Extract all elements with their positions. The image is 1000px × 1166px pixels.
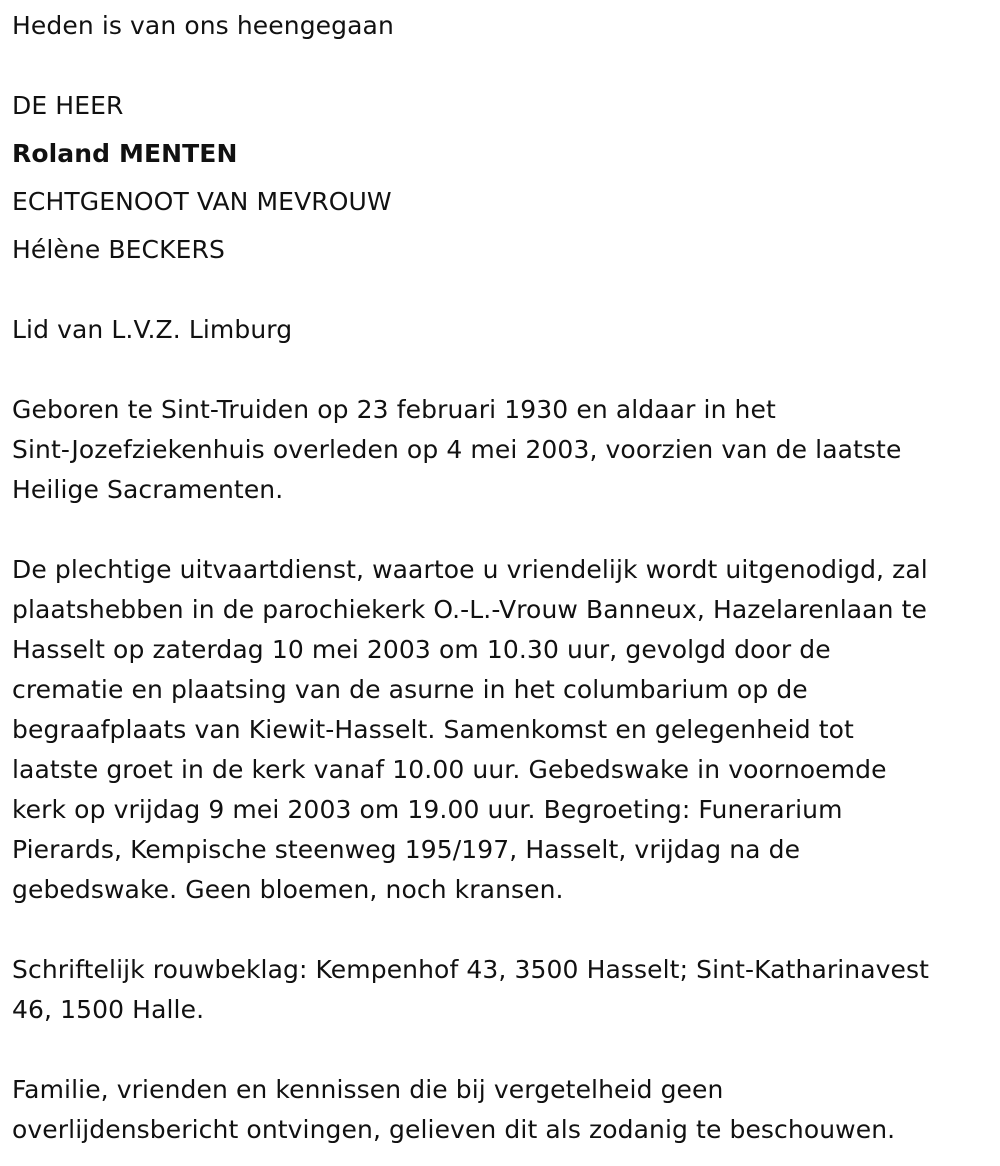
membership-line: Lid van L.V.Z. Limburg	[12, 315, 293, 344]
paragraph-line: De plechtige uitvaartdienst, waartoe u vriendelijk wordt uitgenodigd, zal	[12, 555, 928, 584]
paragraph-line: Geboren te Sint-Truiden op 23 februari 1930 en aldaar in het	[12, 395, 776, 424]
paragraph-line: plaatshebben in de parochiekerk O.-L.-Vrouw Banneux, Hazelarenlaan te	[12, 595, 927, 624]
paragraph-line: begraafplaats van Kiewit-Hasselt. Samenkomst en gelegenheid tot	[12, 715, 854, 744]
paragraph-line: Schriftelijk rouwbeklag: Kempenhof 43, 3500 Hasselt; Sint-Katharinavest	[12, 955, 930, 984]
paragraph-line: 46, 1500 Halle.	[12, 995, 205, 1024]
spouse-name: Hélène BECKERS	[12, 235, 225, 264]
paragraph-line: gebedswake. Geen bloemen, noch kransen.	[12, 875, 564, 904]
title-prefix: DE HEER	[12, 91, 124, 120]
intro-line: Heden is van ons heengegaan	[12, 11, 394, 40]
paragraph-line: crematie en plaatsing van de asurne in het columbarium op de	[12, 675, 808, 704]
paragraph-line: Sint-Jozefziekenhuis overleden op 4 mei 2003, voorzien van de laatste	[12, 435, 902, 464]
deceased-name: Roland MENTEN	[12, 139, 238, 168]
paragraph-line: Pierards, Kempische steenweg 195/197, Hasselt, vrijdag na de	[12, 835, 801, 864]
spouse-label: ECHTGENOOT VAN MEVROUW	[12, 187, 392, 216]
paragraph-line: kerk op vrijdag 9 mei 2003 om 19.00 uur. Begroeting: Funerarium	[12, 795, 843, 824]
paragraph-line: Familie, vrienden en kennissen die bij vergetelheid geen	[12, 1075, 724, 1104]
paragraph-line: Heilige Sacramenten.	[12, 475, 284, 504]
paragraph-line: overlijdensbericht ontvingen, gelieven dit als zodanig te beschouwen.	[12, 1115, 896, 1144]
paragraph-line: Hasselt op zaterdag 10 mei 2003 om 10.30 uur, gevolgd door de	[12, 635, 831, 664]
paragraph-line: laatste groet in de kerk vanaf 10.00 uur. Gebedswake in voornoemde	[12, 755, 887, 784]
